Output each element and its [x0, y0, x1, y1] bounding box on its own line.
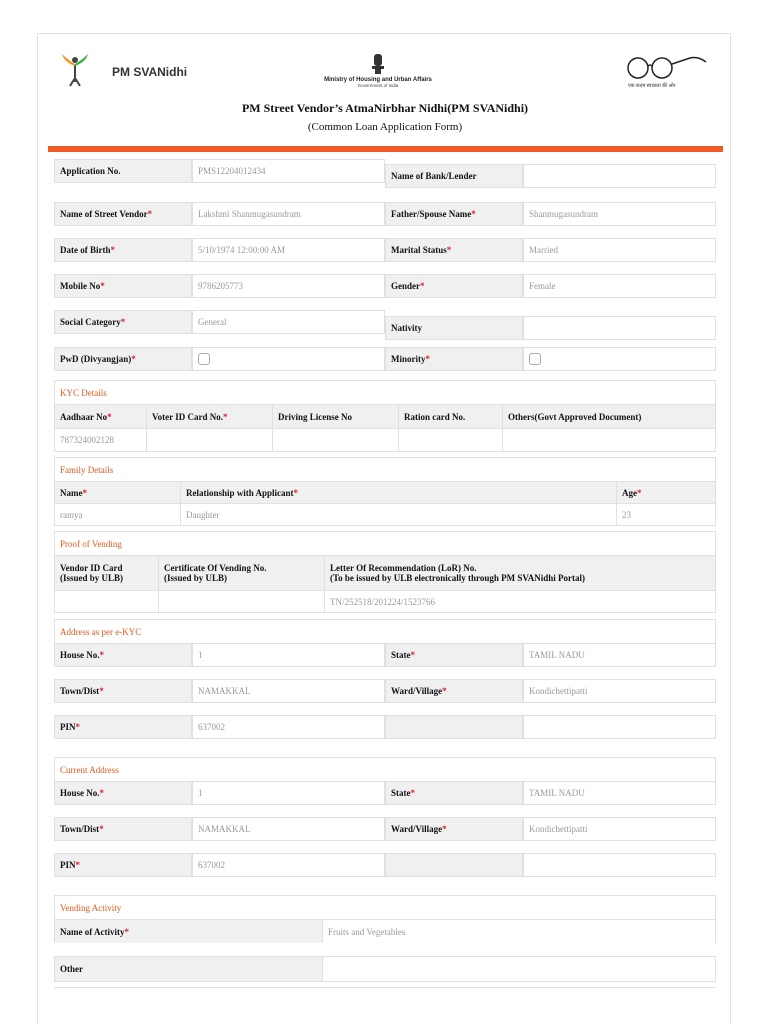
other-activity-value — [323, 957, 715, 981]
current-pin-label: PIN * — [54, 853, 192, 877]
current-state-label: State * — [385, 781, 523, 805]
kyc-header-voter: Voter ID Card No. * — [147, 405, 273, 429]
minority-field — [523, 347, 716, 371]
row-bank — [54, 164, 716, 188]
current-empty-label — [385, 853, 523, 877]
lor-header: Letter Of Recommendation (LoR) No. (To be issued by ULB electronically through PM SVANidhi Portal) — [325, 556, 715, 591]
proof-of-vending-section — [54, 531, 716, 613]
proof-of-vending-table — [55, 556, 715, 612]
ministry-block — [288, 52, 468, 88]
header-divider — [48, 146, 723, 152]
ekyc-row-pin — [54, 715, 716, 739]
kyc-header-aadhaar: Aadhaar No * — [55, 405, 147, 429]
lor-value: TN/252518/201224/1523766 — [325, 591, 715, 612]
ekyc-town-value: NAMAKKAL — [192, 679, 385, 703]
vendor-id-card-value — [55, 591, 159, 612]
current-ward-value: Kondichettipatti — [523, 817, 716, 841]
ekyc-ward-label: Ward/Village * — [385, 679, 523, 703]
row-pwd — [54, 347, 716, 371]
current-row-house — [54, 781, 716, 805]
ekyc-house-label: House No. * — [54, 643, 192, 667]
vending-activity-title: Vending Activity — [55, 896, 715, 920]
bank-name-label: Name of Bank/Lender — [385, 164, 523, 188]
ekyc-house-value: 1 — [192, 643, 385, 667]
gender-label: Gender * — [385, 274, 523, 298]
family-section-title: Family Details — [55, 458, 715, 482]
family-age-value: 23 — [617, 504, 715, 525]
father-spouse-label: Father/Spouse Name * — [385, 202, 523, 226]
kyc-ration-value — [399, 429, 503, 451]
family-table — [55, 482, 715, 525]
current-house-value: 1 — [192, 781, 385, 805]
current-row-town — [54, 817, 716, 841]
kyc-header-ration: Ration card No. — [399, 405, 503, 429]
kyc-aadhaar-value: 787324002128 — [55, 429, 147, 451]
kyc-voter-value — [147, 429, 273, 451]
current-pin-value: 637002 — [192, 853, 385, 877]
current-town-value: NAMAKKAL — [192, 817, 385, 841]
form-title: PM Street Vendor’s AtmaNirbhar Nidhi(PM SVANidhi) — [241, 101, 529, 115]
ekyc-state-value: TAMIL NADU — [523, 643, 716, 667]
mobile-label: Mobile No * — [54, 274, 192, 298]
family-header-relationship: Relationship with Applicant * — [181, 482, 617, 504]
address-ekyc-section — [54, 619, 716, 643]
dob-label: Date of Birth * — [54, 238, 192, 262]
other-activity-section — [54, 956, 716, 982]
pwd-label: PwD (Divyangjan) * — [54, 347, 192, 371]
kyc-section — [54, 380, 716, 452]
row-name — [54, 202, 716, 226]
family-relationship-value: Daughter — [181, 504, 617, 525]
social-category-label: Social Category * — [54, 310, 192, 334]
family-header-name: Name * — [55, 482, 181, 504]
ekyc-empty-label — [385, 715, 523, 739]
proof-of-vending-title: Proof of Vending — [55, 532, 715, 556]
dob-value: 5/10/1974 12:00:00 AM — [192, 238, 385, 262]
family-name-value: ramya — [55, 504, 181, 525]
current-address-title: Current Address — [55, 758, 715, 782]
marital-status-value: Married — [523, 238, 716, 262]
vendor-name-value: Lakshmi Shanmugasundram — [192, 202, 385, 226]
pwd-field — [192, 347, 385, 371]
application-no-value: PMS12204012434 — [192, 159, 385, 183]
address-ekyc-title: Address as per e-KYC — [55, 620, 715, 644]
current-row-pin — [54, 853, 716, 877]
social-category-value: General — [192, 310, 385, 334]
current-town-label: Town/Dist * — [54, 817, 192, 841]
ekyc-row-house — [54, 643, 716, 667]
vending-activity-section — [54, 895, 716, 943]
bottom-rule — [54, 987, 716, 990]
ekyc-empty-value — [523, 715, 716, 739]
current-address-section — [54, 757, 716, 781]
current-state-value: TAMIL NADU — [523, 781, 716, 805]
certificate-of-vending-header: Certificate Of Vending No. (Issued by ULB) — [159, 556, 325, 591]
ekyc-ward-value: Kondichettipatti — [523, 679, 716, 703]
kyc-driving-value — [273, 429, 399, 451]
ekyc-town-label: Town/Dist * — [54, 679, 192, 703]
ekyc-pin-label: PIN * — [54, 715, 192, 739]
father-spouse-value: Shanmugasundram — [523, 202, 716, 226]
row-mobile — [54, 274, 716, 298]
kyc-table — [55, 405, 715, 451]
minority-label: Minority * — [385, 347, 523, 371]
vending-activity-row — [55, 920, 715, 943]
nativity-label: Nativity — [385, 316, 523, 340]
pm-svanidhi-logo-icon — [58, 52, 92, 88]
ekyc-row-town — [54, 679, 716, 703]
nativity-value — [523, 316, 716, 340]
kyc-section-title: KYC Details — [55, 381, 715, 405]
kyc-header-others: Others(Govt Approved Document) — [503, 405, 715, 429]
row-dob — [54, 238, 716, 262]
kyc-header-driving: Driving License No — [273, 405, 399, 429]
application-no-label: Application No. — [54, 159, 192, 183]
marital-status-label: Marital Status * — [385, 238, 523, 262]
activity-name-label: Name of Activity * — [55, 920, 323, 943]
family-header-age: Age * — [617, 482, 715, 504]
other-activity-label: Other — [55, 957, 323, 981]
family-section — [54, 457, 716, 526]
vendor-name-label: Name of Street Vendor * — [54, 202, 192, 226]
ekyc-state-label: State * — [385, 643, 523, 667]
current-empty-value — [523, 853, 716, 877]
bank-name-value — [523, 164, 716, 188]
brand-name: PM SVANidhi — [112, 65, 188, 79]
certificate-of-vending-value — [159, 591, 325, 612]
other-activity-row — [55, 957, 715, 981]
activity-name-value: Fruits and Vegetables — [323, 920, 715, 943]
current-house-label: House No. * — [54, 781, 192, 805]
swachh-bharat-logo — [618, 52, 718, 92]
ministry-name: Ministry of Housing and Urban Affairs — [324, 77, 432, 83]
national-emblem-icon — [368, 52, 388, 76]
mobile-value: 9786205773 — [192, 274, 385, 298]
kyc-others-value — [503, 429, 715, 451]
application-form-page — [37, 33, 731, 1024]
ministry-subtitle: Government of India — [357, 83, 399, 88]
row-nativity — [54, 316, 716, 340]
swachh-tagline: एक कदम स्वच्छता की ओर — [628, 84, 676, 89]
form-subtitle: (Common Loan Application Form) — [307, 121, 463, 133]
swachh-bharat-glasses-icon — [618, 52, 718, 84]
vendor-id-card-header: Vendor ID Card (Issued by ULB) — [55, 556, 159, 591]
ekyc-pin-value: 637002 — [192, 715, 385, 739]
pwd-checkbox[interactable] — [198, 353, 210, 365]
gender-value: Female — [523, 274, 716, 298]
current-ward-label: Ward/Village * — [385, 817, 523, 841]
minority-checkbox[interactable] — [529, 353, 541, 365]
